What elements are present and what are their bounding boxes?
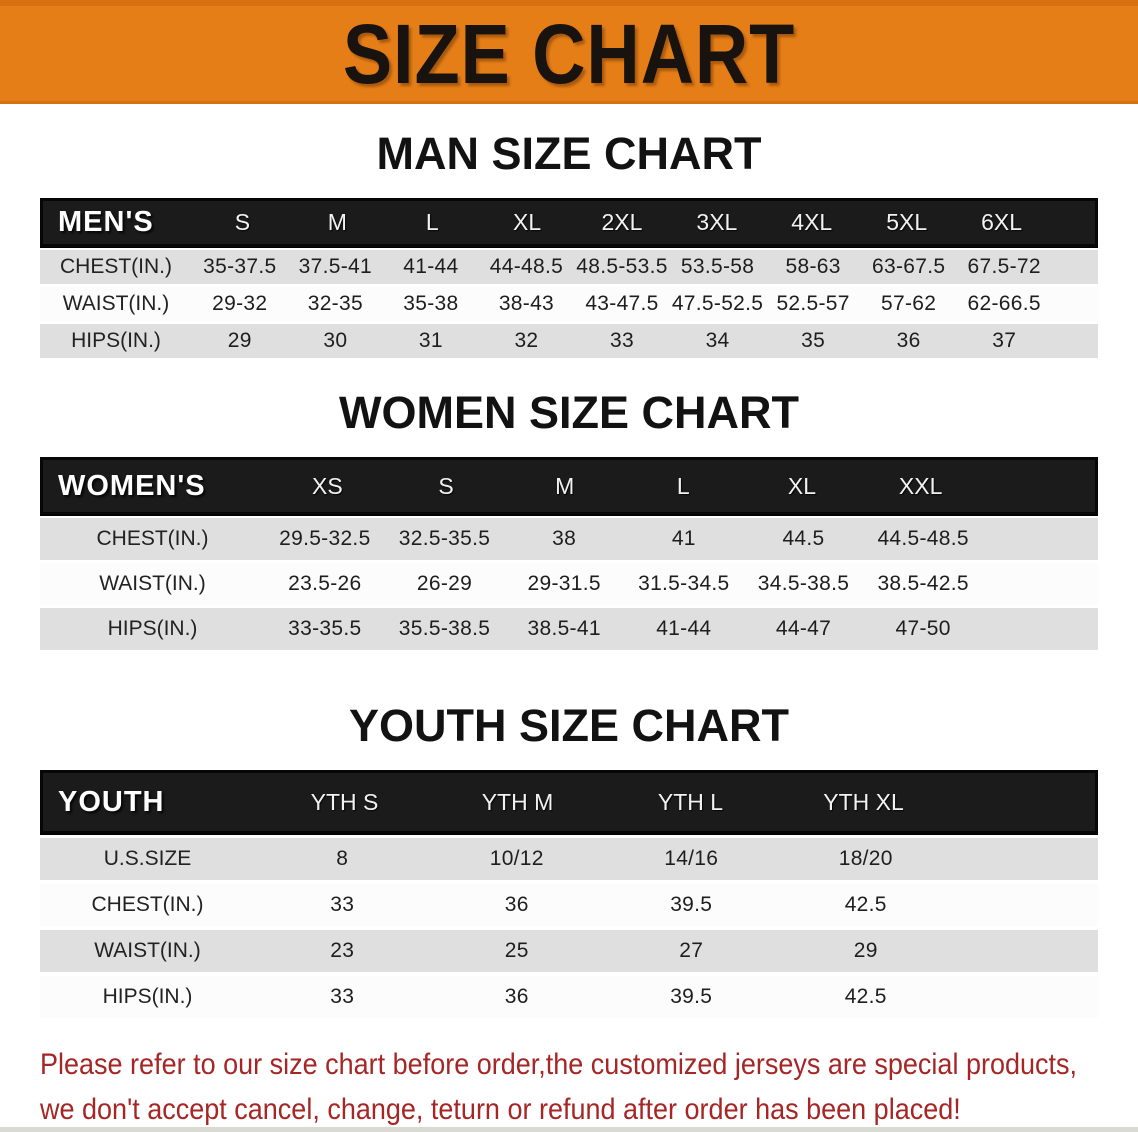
value-cell: 42.5 bbox=[844, 985, 887, 1008]
size-column-header: 5XL bbox=[886, 209, 928, 235]
table-header-label: YOUTH bbox=[58, 785, 165, 818]
row-label-cell: WAIST(IN.) bbox=[62, 292, 170, 315]
table-row bbox=[40, 250, 1098, 284]
value-cell: 43-47.5 bbox=[585, 292, 659, 315]
row-label-cell: U.S.SIZE bbox=[103, 847, 192, 870]
value-cell: 35 bbox=[801, 329, 826, 352]
footer-note bbox=[40, 1042, 1138, 1132]
size-column-header: 6XL bbox=[981, 209, 1023, 235]
footer-line-2: we don't accept cancel, change, teturn or refund after order has been placed! bbox=[40, 1093, 961, 1126]
table-row bbox=[40, 324, 1098, 358]
row-label-cell: CHEST(IN.) bbox=[60, 255, 172, 278]
value-cell: 38.5-42.5 bbox=[877, 572, 969, 595]
row-label-cell: HIPS(IN.) bbox=[102, 985, 193, 1008]
value-cell: 29-31.5 bbox=[527, 572, 601, 595]
value-cell: 38-43 bbox=[498, 292, 555, 315]
value-cell: 10/12 bbox=[489, 847, 544, 870]
value-cell: 34 bbox=[705, 329, 730, 352]
value-cell: 37.5-41 bbox=[298, 255, 372, 278]
size-column-header: L bbox=[676, 472, 690, 499]
value-cell: 41-44 bbox=[403, 255, 459, 278]
value-cell: 44.5-48.5 bbox=[877, 527, 969, 550]
image-bottom-edge bbox=[0, 1127, 1138, 1132]
row-label-cell: WAIST(IN.) bbox=[99, 572, 206, 595]
value-cell: 47.5-52.5 bbox=[671, 292, 764, 315]
value-cell: 35-37.5 bbox=[203, 255, 277, 278]
value-cell: 32.5-35.5 bbox=[398, 527, 491, 550]
value-cell: 44-47 bbox=[775, 617, 832, 640]
value-cell: 33 bbox=[610, 329, 634, 352]
table-row bbox=[40, 287, 1098, 321]
size-column-header: 2XL bbox=[601, 209, 643, 235]
value-cell: 47-50 bbox=[895, 617, 951, 640]
value-cell: 36 bbox=[896, 329, 921, 352]
size-column-header: L bbox=[425, 209, 439, 235]
table-row bbox=[40, 838, 1098, 880]
value-cell: 29.5-32.5 bbox=[279, 527, 371, 550]
value-cell: 48.5-53.5 bbox=[576, 255, 668, 278]
size-column-header: XL bbox=[513, 209, 542, 235]
table-row bbox=[40, 976, 1098, 1018]
size-column-header: YTH M bbox=[481, 788, 554, 815]
value-cell: 29 bbox=[853, 939, 878, 962]
section-title-women: WOMEN SIZE CHART bbox=[339, 387, 799, 438]
row-label-cell: CHEST(IN.) bbox=[96, 527, 209, 550]
size-column-header: XL bbox=[787, 472, 817, 499]
size-column-header: YTH XL bbox=[823, 788, 904, 815]
value-cell: 35-38 bbox=[403, 292, 459, 315]
footer-line-1: Please refer to our size chart before order,the customized jerseys are special products, bbox=[40, 1048, 1078, 1081]
value-cell: 35.5-38.5 bbox=[398, 617, 491, 640]
value-cell: 32-35 bbox=[307, 292, 363, 315]
value-cell: 33-35.5 bbox=[288, 617, 362, 640]
value-cell: 67.5-72 bbox=[967, 255, 1041, 278]
value-cell: 57-62 bbox=[881, 292, 937, 315]
table-row bbox=[40, 930, 1098, 972]
value-cell: 31.5-34.5 bbox=[638, 572, 730, 595]
value-cell: 39.5 bbox=[670, 893, 713, 916]
size-column-header: M bbox=[555, 472, 575, 499]
section-title-men: MAN SIZE CHART bbox=[376, 128, 762, 179]
men-size-table bbox=[40, 198, 1098, 358]
table-row bbox=[40, 563, 1098, 605]
value-cell: 29-32 bbox=[212, 292, 268, 315]
value-cell: 58-63 bbox=[785, 255, 841, 278]
value-cell: 23 bbox=[330, 939, 355, 962]
size-column-header: YTH L bbox=[657, 788, 724, 815]
value-cell: 34.5-38.5 bbox=[757, 572, 850, 595]
value-cell: 25 bbox=[504, 939, 529, 962]
value-cell: 8 bbox=[336, 847, 349, 870]
table-row bbox=[40, 608, 1098, 650]
value-cell: 32 bbox=[514, 329, 539, 352]
row-label-cell: WAIST(IN.) bbox=[94, 939, 201, 962]
table-header-label: MEN'S bbox=[58, 206, 154, 238]
value-cell: 31 bbox=[418, 329, 443, 352]
value-cell: 44.5 bbox=[782, 527, 825, 550]
size-column-header: XS bbox=[311, 472, 343, 499]
value-cell: 37 bbox=[992, 329, 1017, 352]
row-label-cell: HIPS(IN.) bbox=[71, 329, 161, 352]
table-row bbox=[40, 518, 1098, 560]
table-header-label: WOMEN'S bbox=[58, 469, 206, 502]
size-column-header: 4XL bbox=[791, 209, 833, 235]
value-cell: 29 bbox=[227, 329, 252, 352]
value-cell: 23.5-26 bbox=[288, 572, 362, 595]
value-cell: 62-66.5 bbox=[967, 292, 1041, 315]
size-column-header: S bbox=[234, 209, 251, 235]
value-cell: 14/16 bbox=[664, 847, 719, 870]
size-column-header: M bbox=[327, 209, 347, 235]
value-cell: 18/20 bbox=[838, 847, 893, 870]
size-column-header: YTH S bbox=[310, 788, 379, 815]
value-cell: 39.5 bbox=[670, 985, 713, 1008]
value-cell: 27 bbox=[679, 939, 704, 962]
value-cell: 63-67.5 bbox=[871, 255, 946, 278]
value-cell: 33 bbox=[330, 985, 355, 1008]
value-cell: 36 bbox=[504, 985, 529, 1008]
table-header-row bbox=[40, 457, 1098, 515]
table-header-row bbox=[40, 198, 1098, 247]
value-cell: 26-29 bbox=[416, 572, 473, 595]
table-header-row bbox=[40, 770, 1098, 834]
value-cell: 33 bbox=[330, 893, 355, 916]
table-row bbox=[40, 884, 1098, 926]
value-cell: 42.5 bbox=[844, 893, 887, 916]
banner-title: SIZE CHART bbox=[342, 6, 796, 101]
size-column-header: XXL bbox=[898, 472, 943, 499]
size-column-header: S bbox=[438, 472, 454, 499]
value-cell: 38 bbox=[552, 527, 577, 550]
value-cell: 41 bbox=[671, 527, 696, 550]
value-cell: 52.5-57 bbox=[776, 292, 850, 315]
row-label-cell: HIPS(IN.) bbox=[107, 617, 198, 640]
youth-size-table bbox=[40, 770, 1098, 1018]
women-size-table bbox=[40, 457, 1098, 650]
value-cell: 53.5-58 bbox=[680, 255, 755, 278]
row-label-cell: CHEST(IN.) bbox=[91, 893, 204, 916]
value-cell: 36 bbox=[504, 893, 529, 916]
value-cell: 41-44 bbox=[656, 617, 712, 640]
section-title-youth: YOUTH SIZE CHART bbox=[348, 700, 789, 751]
value-cell: 30 bbox=[323, 329, 348, 352]
value-cell: 44-48.5 bbox=[489, 255, 564, 278]
value-cell: 38.5-41 bbox=[527, 617, 601, 640]
banner bbox=[0, 0, 1138, 104]
size-column-header: 3XL bbox=[696, 209, 738, 235]
